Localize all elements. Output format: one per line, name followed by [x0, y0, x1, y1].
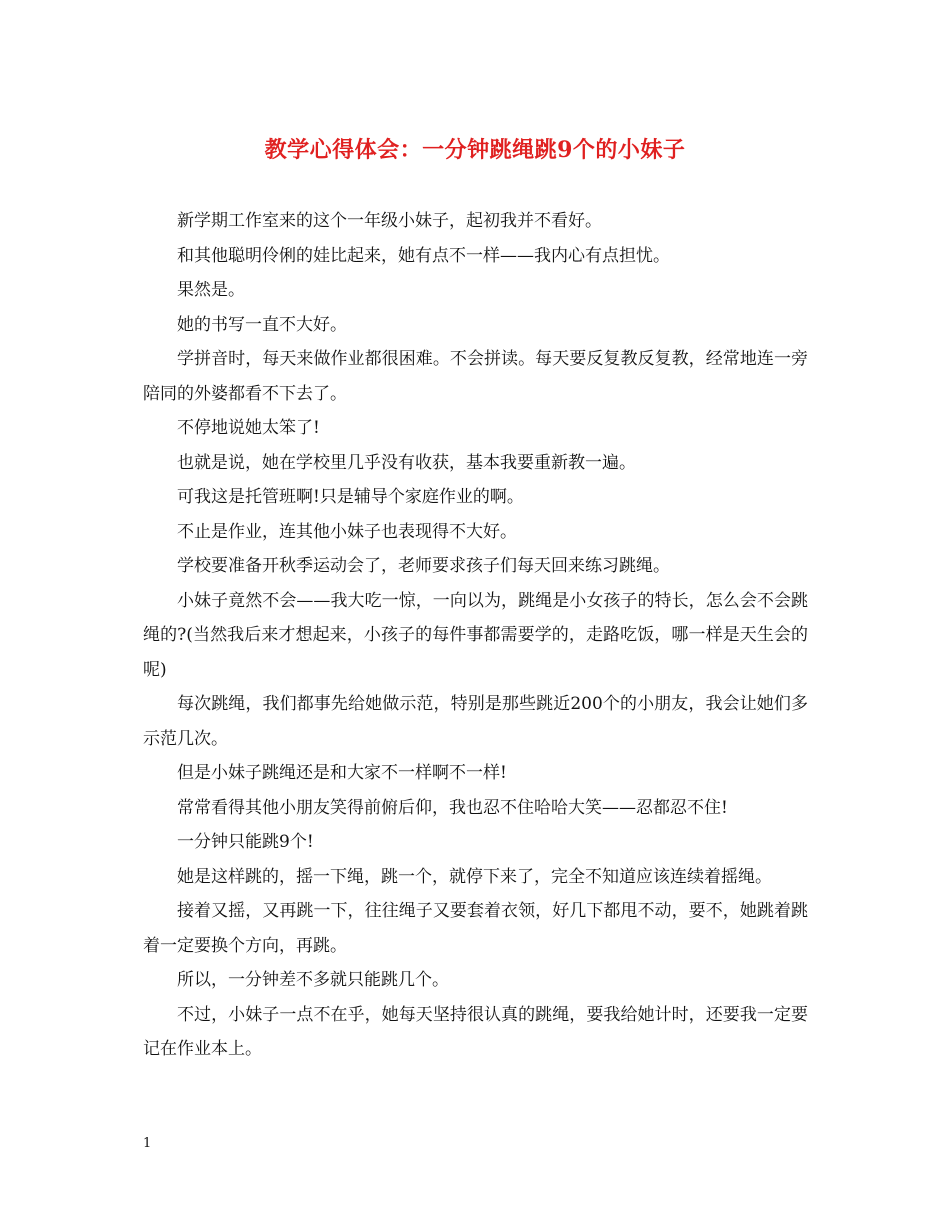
paragraph: 可我这是托管班啊!只是辅导个家庭作业的啊。: [177, 487, 524, 507]
page-number: 1: [143, 1136, 152, 1151]
paragraph: 每次跳绳，我们都事先给她做示范，特别是那些跳近200个的小朋友，我会让她们多示范几次。: [143, 694, 808, 749]
paragraph: 一分钟只能跳9个!: [177, 832, 314, 852]
paragraph: 不停地说她太笨了!: [177, 418, 320, 438]
paragraph: 所以，一分钟差不多就只能跳几个。: [177, 970, 449, 990]
page-title: 教学心得体会：一分钟跳绳跳9个的小妹子: [264, 137, 686, 163]
paragraph: 不过，小妹子一点不在乎，她每天坚持很认真的跳绳，要我给她计时，还要我一定要记在作业本上。: [143, 1004, 808, 1059]
paragraph: 常常看得其他小朋友笑得前俯后仰，我也忍不住哈哈大笑——忍都忍不住!: [177, 797, 728, 818]
paragraph: 果然是。: [177, 280, 245, 300]
paragraph: 但是小妹子跳绳还是和大家不一样啊不一样!: [177, 763, 507, 783]
paragraph: 新学期工作室来的这个一年级小妹子，起初我并不看好。: [177, 211, 602, 231]
paragraph: 和其他聪明伶俐的娃比起来，她有点不一样——我内心有点担忧。: [177, 245, 670, 266]
paragraph: 她是这样跳的，摇一下绳，跳一个，就停下来了，完全不知道应该连续着摇绳。: [177, 866, 772, 887]
paragraph: 她的书写一直不大好。: [177, 314, 347, 335]
article-body: [143, 204, 808, 1067]
paragraph: 也就是说，她在学校里几乎没有收获，基本我要重新教一遍。: [177, 452, 636, 473]
paragraph: 学校要准备开秋季运动会了，老师要求孩子们每天回来练习跳绳。: [177, 556, 670, 576]
paragraph: 不止是作业，连其他小妹子也表现得不大好。: [177, 521, 517, 542]
paragraph: 小妹子竟然不会——我大吃一惊，一向以为，跳绳是小女孩子的特长，怎么会不会跳绳的?(当然我后来才想起来，小孩子的每件事都需要学的，走路吃饭，哪一样是天生会的呢): [143, 590, 808, 680]
paragraph: 接着又摇，又再跳一下，往往绳子又要套着衣领，好几下都甩不动，要不，她跳着跳着一定要换个方向，再跳。: [143, 901, 808, 956]
paragraph: 学拼音时，每天来做作业都很困难。不会拼读。每天要反复教反复教，经常地连一旁陪同的外婆都看不下去了。: [143, 349, 808, 404]
